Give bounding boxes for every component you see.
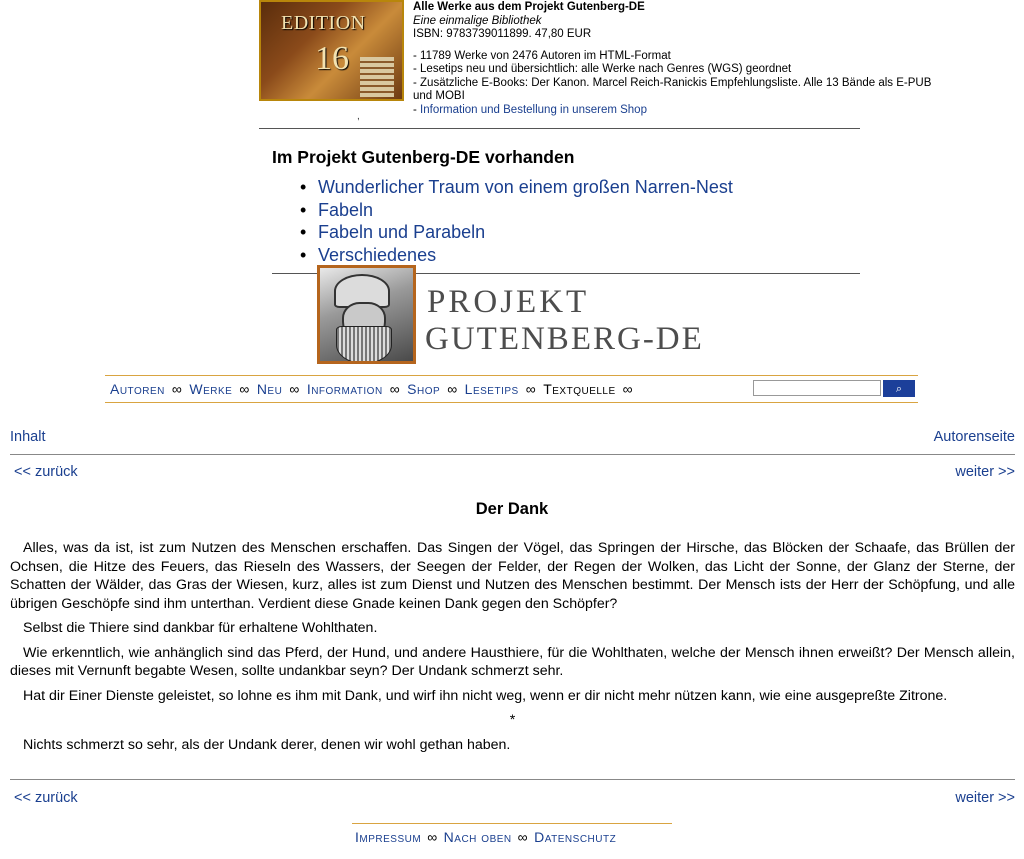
gutenberg-portrait-logo[interactable] <box>317 265 416 364</box>
section-break-star: * <box>509 712 516 728</box>
chapter-title: Der Dank <box>475 500 549 518</box>
nav-separator: ∞ <box>171 381 183 397</box>
footer-separator: ∞ <box>427 829 438 845</box>
promo-block <box>413 1 953 117</box>
footer-nach-oben[interactable]: Nach oben <box>443 829 512 845</box>
footer-impressum[interactable]: Impressum <box>355 829 422 845</box>
promo-feature-shop <box>413 104 953 118</box>
footer-separator: ∞ <box>517 829 529 845</box>
nav-werke[interactable]: Werke <box>189 381 233 397</box>
cover-edition-number: 16 <box>315 40 349 77</box>
nav-shop[interactable]: Shop <box>407 381 441 397</box>
available-heading: Im Projekt Gutenberg-DE vorhanden <box>272 147 575 167</box>
paragraph: Wie erkenntlich, wie anhänglich sind das Pferd, der Hund, und andere Hausthiere, für die Wohlthaten, welche der Mensch ihnen erweißt? Der Mensch allein, dieses mit Vernunft begabte Wesen, sollte undankbar seyn? Der Undank schmerzt sehr. <box>10 644 1015 679</box>
main-navigation <box>105 375 918 403</box>
shop-link[interactable]: Information und Bestellung in unserem Shop <box>420 103 647 116</box>
logo-text-gutenberg[interactable]: GUTENBERG-DE <box>425 321 704 357</box>
edition-cover-image[interactable] <box>259 0 404 101</box>
promo-isbn: ISBN: 9783739011899. 47,80 EUR <box>413 28 592 40</box>
cover-edition-text: EDITION <box>281 12 366 34</box>
divider <box>10 454 1015 455</box>
promo-subtitle: Eine einmalige Bibliothek <box>413 14 542 27</box>
nav-separator: ∞ <box>289 381 300 397</box>
cover-caption-mark: , <box>357 111 360 122</box>
work-link[interactable]: Fabeln und Parabeln <box>318 222 486 242</box>
paragraph: Nichts schmerzt so sehr, als der Undank derer, denen wir wohl gethan haben. <box>23 736 511 753</box>
paragraph: Alles, was da ist, ist zum Nutzen des Menschen erschaffen. Das Singen der Vögel, das Springen der Hirsche, das Blöcken der Schaafe, das Brüllen der Ochsen, die Hitze des Feuers, das Rieseln des Wassers, der Seegen der Felder, der Regen der Wolken, das Licht der Sonne, der Glanz der Sterne, der Schatten der Wälder, das Gras der Wiesen, kurz, alles ist zum Dienst und Nutzen des Menschen bestimmt. Der Mensch ists der Herr der Schöpfung, und alle übrigen Geschöpfe sind ihm unterthan. Verdient diese Gnade keinen Dank gegen den Schöpfer? <box>10 540 1015 612</box>
nav-neu[interactable]: Neu <box>256 381 283 397</box>
promo-feature: - Lesetips neu und übersichtlich: alle Werke nach Genres (WGS) geordnet <box>413 63 792 75</box>
nav-separator: ∞ <box>239 381 250 397</box>
nav-separator: ∞ <box>622 381 634 397</box>
shop-prefix: - <box>413 103 421 116</box>
list-item <box>300 176 733 199</box>
paragraph: Hat dir Einer Dienste geleistet, so lohne es ihm mit Dank, und wirf ihn nicht weg, wenn er dir nicht mehr nützen kann, wie eine ausgepreßte Zitrone. <box>23 687 948 704</box>
footer-datenschutz[interactable]: Datenschutz <box>534 829 617 845</box>
divider <box>259 128 860 129</box>
nav-lesetips[interactable]: Lesetips <box>464 381 519 397</box>
search-button[interactable] <box>883 380 915 397</box>
nav-separator: ∞ <box>525 381 537 397</box>
weiter-link-bottom[interactable]: weiter >> <box>955 790 1015 806</box>
list-item <box>300 221 733 244</box>
work-link[interactable]: Verschiedenes <box>318 244 437 265</box>
list-item <box>300 199 733 222</box>
nav-information[interactable]: Information <box>306 381 383 397</box>
chapter-text <box>10 539 1015 760</box>
nav-textquelle[interactable]: Textquelle <box>543 381 616 397</box>
divider <box>10 779 1015 780</box>
inhalt-link[interactable]: Inhalt <box>10 429 46 445</box>
zurueck-link-top[interactable]: << zurück <box>14 464 78 480</box>
available-works-list <box>300 176 733 266</box>
logo-text-projekt[interactable]: PROJEKT <box>427 284 590 320</box>
nav-separator: ∞ <box>447 381 458 397</box>
weiter-link-top[interactable]: weiter >> <box>955 464 1015 480</box>
promo-feature-list <box>413 50 953 118</box>
work-link[interactable]: Wunderlicher Traum von einem großen Narren-Nest <box>318 177 733 197</box>
autorenseite-link[interactable]: Autorenseite <box>933 429 1015 445</box>
search-input[interactable] <box>753 380 881 396</box>
nav-autoren[interactable]: Autoren <box>110 381 165 397</box>
promo-title: Alle Werke aus dem Projekt Gutenberg-DE <box>413 1 645 13</box>
promo-feature: - Zusätzliche E-Books: Der Kanon. Marcel Reich-Ranickis Empfehlungsliste. Alle 13 Bände als E-PUB und MOBI <box>413 76 932 102</box>
promo-feature: - 11789 Werke von 2476 Autoren im HTML-Format <box>413 49 671 62</box>
search-icon: ⌕ <box>895 383 903 395</box>
paragraph: Selbst die Thiere sind dankbar für erhaltene Wohlthaten. <box>23 620 378 636</box>
cover-books-decoration <box>360 57 394 97</box>
zurueck-link-bottom[interactable]: << zurück <box>14 790 78 806</box>
portrait-beard-shape <box>336 326 392 364</box>
footer-navigation <box>352 823 672 849</box>
list-item <box>300 244 733 267</box>
work-link[interactable]: Fabeln <box>318 199 374 220</box>
nav-separator: ∞ <box>389 381 401 397</box>
